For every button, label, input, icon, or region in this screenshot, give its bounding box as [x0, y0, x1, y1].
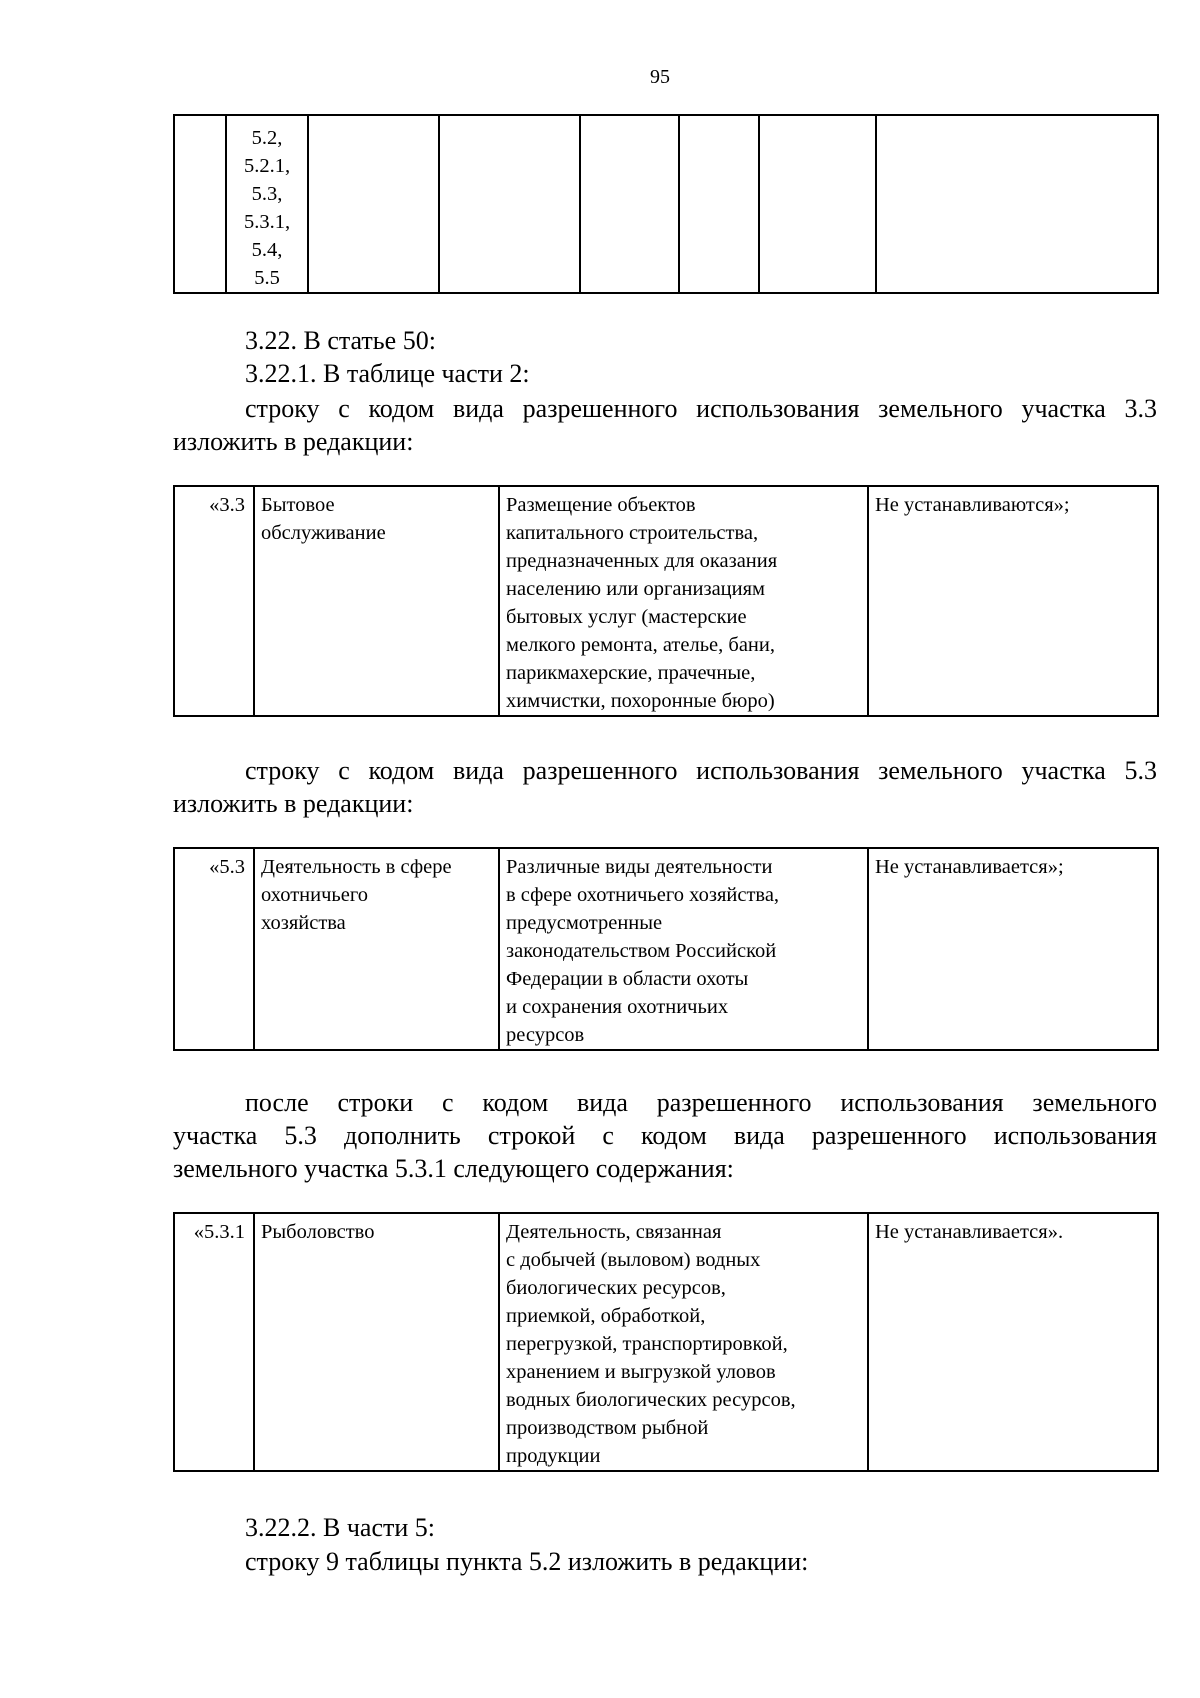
code-item: 5.3, — [251, 183, 283, 205]
params-cell: Не устанавливается». — [868, 1213, 1158, 1471]
intro-paragraph-5-3-1: после строки с кодом вида разрешенного использования земельного участка 5.3 дополнить строкой с кодом вида разрешенного использования земельного участка 5.3.1 следующего содержания: — [173, 1088, 1157, 1183]
description-cell: Размещение объектов капитального строительства, предназначенных для оказания населению или организациям бытовых услуг (мастерские мелкого ремонта, ателье, бани, парикмахерские, прачечные, химчистки, похоронные бюро) — [499, 486, 868, 716]
code-cell: «3.3 — [174, 486, 254, 716]
description-cell: Деятельность, связанная с добычей (выловом) водных биологических ресурсов, приемкой, обработкой, перегрузкой, транспортировкой, хранением и выгрузкой уловов водных биологических ресурсов, производством рыбной продукции — [499, 1213, 868, 1471]
table-cell — [679, 115, 759, 293]
intro-paragraph-3-3: строку с кодом вида разрешенного использования земельного участка 3.3 изложить в редакции: — [173, 394, 1157, 456]
table-cell — [174, 115, 226, 293]
page-number: 95 — [650, 66, 670, 88]
table-row-5-3 — [173, 847, 1159, 1051]
section-heading: 3.22.2. В части 5: — [245, 1513, 435, 1542]
name-cell: Бытовое обслуживание — [254, 486, 499, 716]
code-item: 5.5 — [254, 267, 280, 289]
code-item: 5.3.1, — [243, 211, 291, 233]
code-list-cell — [226, 115, 308, 293]
table-cell — [580, 115, 679, 293]
name-cell: Рыболовство — [254, 1213, 499, 1471]
code-cell: «5.3 — [174, 848, 254, 1050]
name-cell: Деятельность в сфере охотничьего хозяйства — [254, 848, 499, 1050]
intro-paragraph-5-3: строку с кодом вида разрешенного использования земельного участка 5.3 изложить в редакции: — [173, 756, 1157, 818]
table-row-5-3-1 — [173, 1212, 1159, 1472]
section-heading: 3.22. В статье 50: — [245, 326, 436, 355]
table-cell — [308, 115, 439, 293]
params-cell: Не устанавливается»; — [868, 848, 1158, 1050]
continuation-table — [173, 114, 1159, 294]
params-cell: Не устанавливаются»; — [868, 486, 1158, 716]
code-cell: «5.3.1 — [174, 1213, 254, 1471]
description-cell: Различные виды деятельности в сфере охотничьего хозяйства, предусмотренные законодательством Российской Федерации в области охоты и сохранения охотничьих ресурсов — [499, 848, 868, 1050]
code-item: 5.2.1, — [243, 155, 291, 177]
code-item: 5.4, — [251, 239, 283, 261]
paragraph: строку 9 таблицы пункта 5.2 изложить в редакции: — [245, 1547, 809, 1576]
subsection-heading: 3.22.1. В таблице части 2: — [245, 359, 530, 388]
table-cell — [439, 115, 580, 293]
code-item: 5.2, — [251, 127, 283, 149]
table-row-3-3 — [173, 485, 1159, 717]
table-cell — [876, 115, 1158, 293]
table-cell — [759, 115, 876, 293]
